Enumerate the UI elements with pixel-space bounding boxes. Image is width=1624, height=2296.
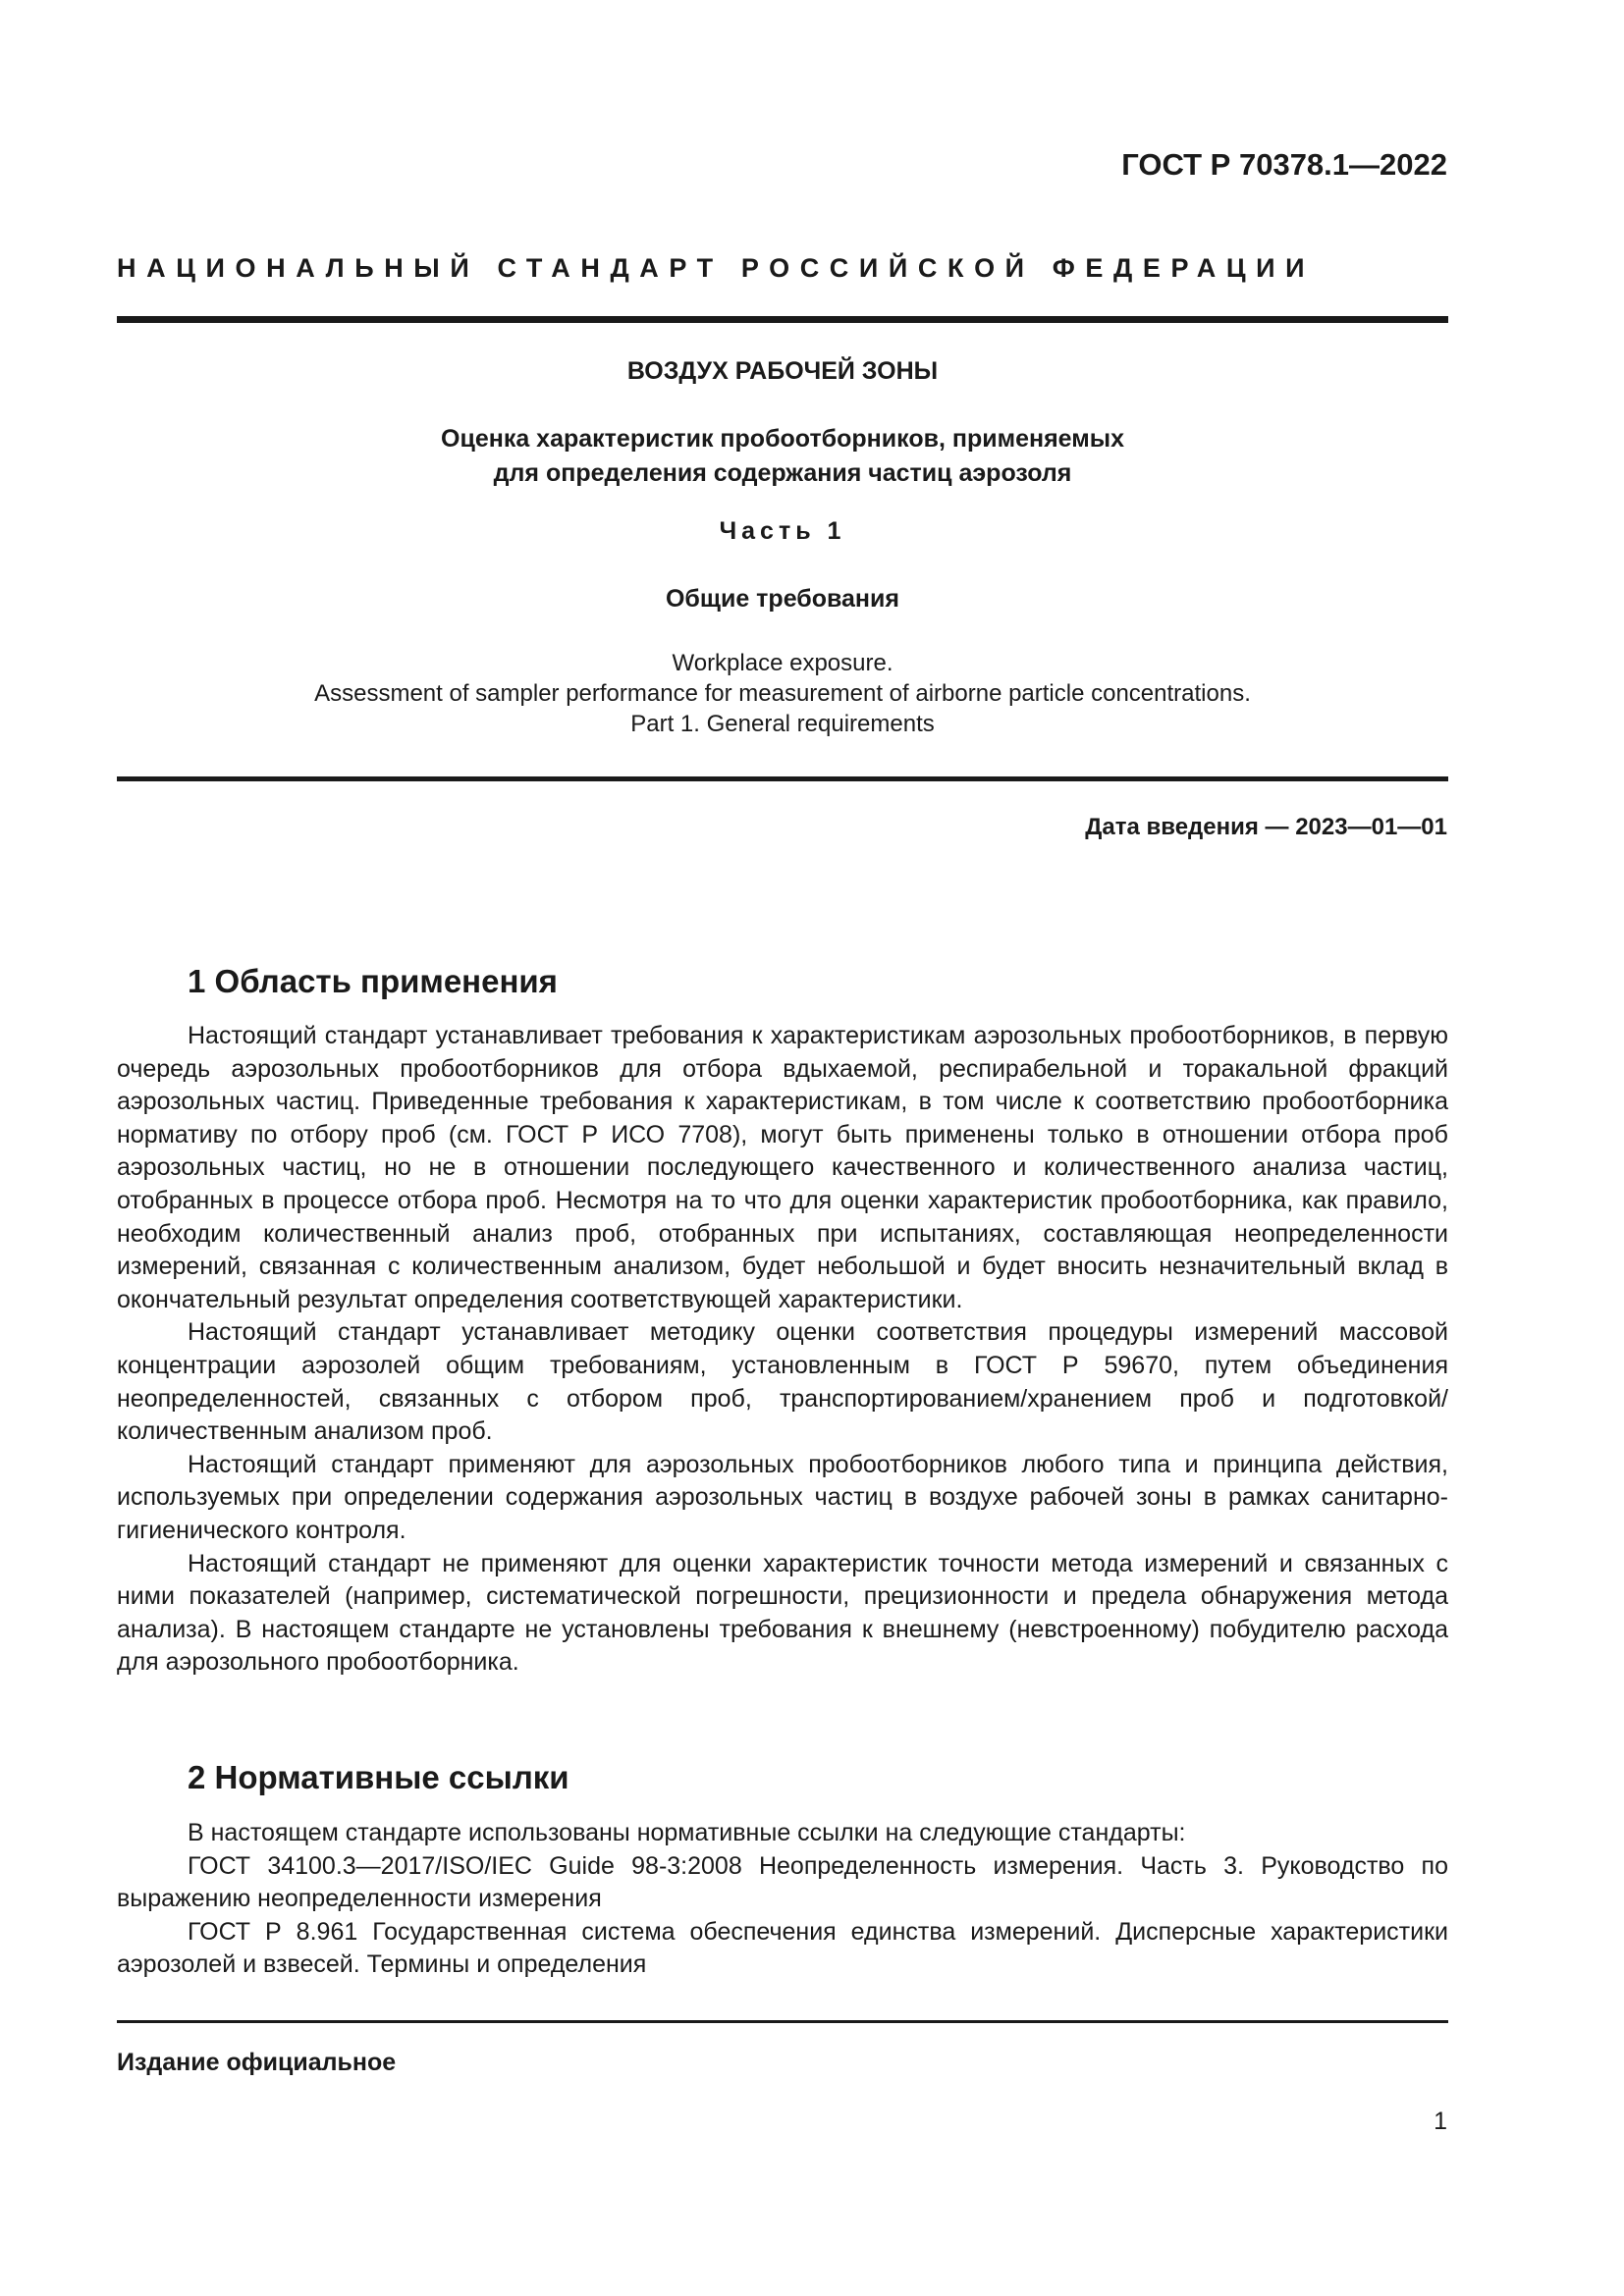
document-subtitle	[117, 422, 1448, 491]
footer-rule	[117, 2020, 1448, 2023]
section-2-body	[117, 1817, 1448, 1982]
english-title-line-2: Assessment of sampler performance for measurement of airborne particle concentrations.	[314, 680, 1251, 707]
section-1-heading: 1 Область применения	[188, 963, 558, 999]
title-bottom-rule	[117, 776, 1448, 781]
english-title-line-1: Workplace exposure.	[672, 650, 893, 676]
subtitle-line-1: Оценка характеристик пробоотборников, применяемых	[441, 425, 1124, 453]
section-1-paragraph: Настоящий стандарт применяют для аэрозольных пробоотборников любого типа и принципа действия, используемых при определении содержания аэрозольных частиц в воздухе рабочей зоны в рамках санитарно-гигиенического контроля.	[117, 1450, 1448, 1544]
section-1-body	[117, 1020, 1448, 1680]
national-standard-banner: НАЦИОНАЛЬНЫЙ СТАНДАРТ РОССИЙСКОЙ ФЕДЕРАЦИИ	[117, 253, 1316, 283]
section-1-paragraph: Настоящий стандарт не применяют для оценки характеристик точности метода измерений и связанных с ними показателей (например, систематической погрешности, прецизионности и предела обнаружения метода анализа). В настоящем стандарте не установлены требования к внешнему (невстроенному) побудителю расхода для аэрозольного пробоотборника.	[117, 1549, 1448, 1677]
standard-code: ГОСТ Р 70378.1—2022	[1121, 147, 1447, 182]
top-thick-rule	[117, 316, 1448, 323]
subtitle-line-2: для определения содержания частиц аэрозоля	[493, 459, 1072, 487]
general-requirements-title: Общие требования	[665, 585, 899, 613]
section-2-paragraph: В настоящем стандарте использованы нормативные ссылки на следующие стандарты:	[188, 1819, 1186, 1846]
official-edition-label: Издание официальное	[117, 2049, 397, 2076]
section-2-paragraph: ГОСТ Р 8.961 Государственная система обеспечения единства измерений. Дисперсные характеристики аэрозолей и взвесей. Термины и определения	[117, 1917, 1448, 1979]
section-2-paragraph: ГОСТ 34100.3—2017/ISO/IEC Guide 98-3:2008 Неопределенность измерения. Часть 3. Руководство по выражению неопределенности измерения	[117, 1851, 1448, 1913]
document-title: ВОЗДУХ РАБОЧЕЙ ЗОНЫ	[626, 357, 939, 385]
english-title	[117, 648, 1448, 739]
part-label: Часть 1	[719, 517, 846, 545]
section-1-paragraph: Настоящий стандарт устанавливает требования к характеристикам аэрозольных пробоотборников, в первую очередь аэрозольных пробоотборников для отбора вдыхаемой, респирабельной и торакальной фракций аэрозольных частиц. Приведенные требования к характеристикам, в том числе к соответствию пробоотборника нормативу по отбору проб (см. ГОСТ Р ИСО 7708), могут быть применены только в отношении отбора проб аэрозольных частиц, но не в отношении последующего качественного и количественного анализа частиц, отобранных в процессе отбора проб. Несмотря на то что для оценки характеристик пробоотборника, как правило, необходим количественный анализ проб, отобранных при испытаниях, составляющая неопределенности измерений, связанная с количественным анализом, будет небольшой и будет вносить незначительный вклад в окончательный результат определения соответствующей характеристики.	[117, 1022, 1448, 1313]
english-title-line-3: Part 1. General requirements	[630, 711, 935, 737]
introduction-date: Дата введения — 2023—01—01	[1085, 814, 1447, 840]
section-2-heading: 2 Нормативные ссылки	[188, 1759, 569, 1795]
section-1-paragraph: Настоящий стандарт устанавливает методику оценки соответствия процедуры измерений массовой концентрации аэрозолей общим требованиям, установленным в ГОСТ Р 59670, путем объединения неопределенностей, связанных с отбором проб, транспортированием/хранением проб и подготовкой/количественным анализом проб.	[117, 1318, 1448, 1446]
page-number: 1	[1434, 2108, 1447, 2135]
